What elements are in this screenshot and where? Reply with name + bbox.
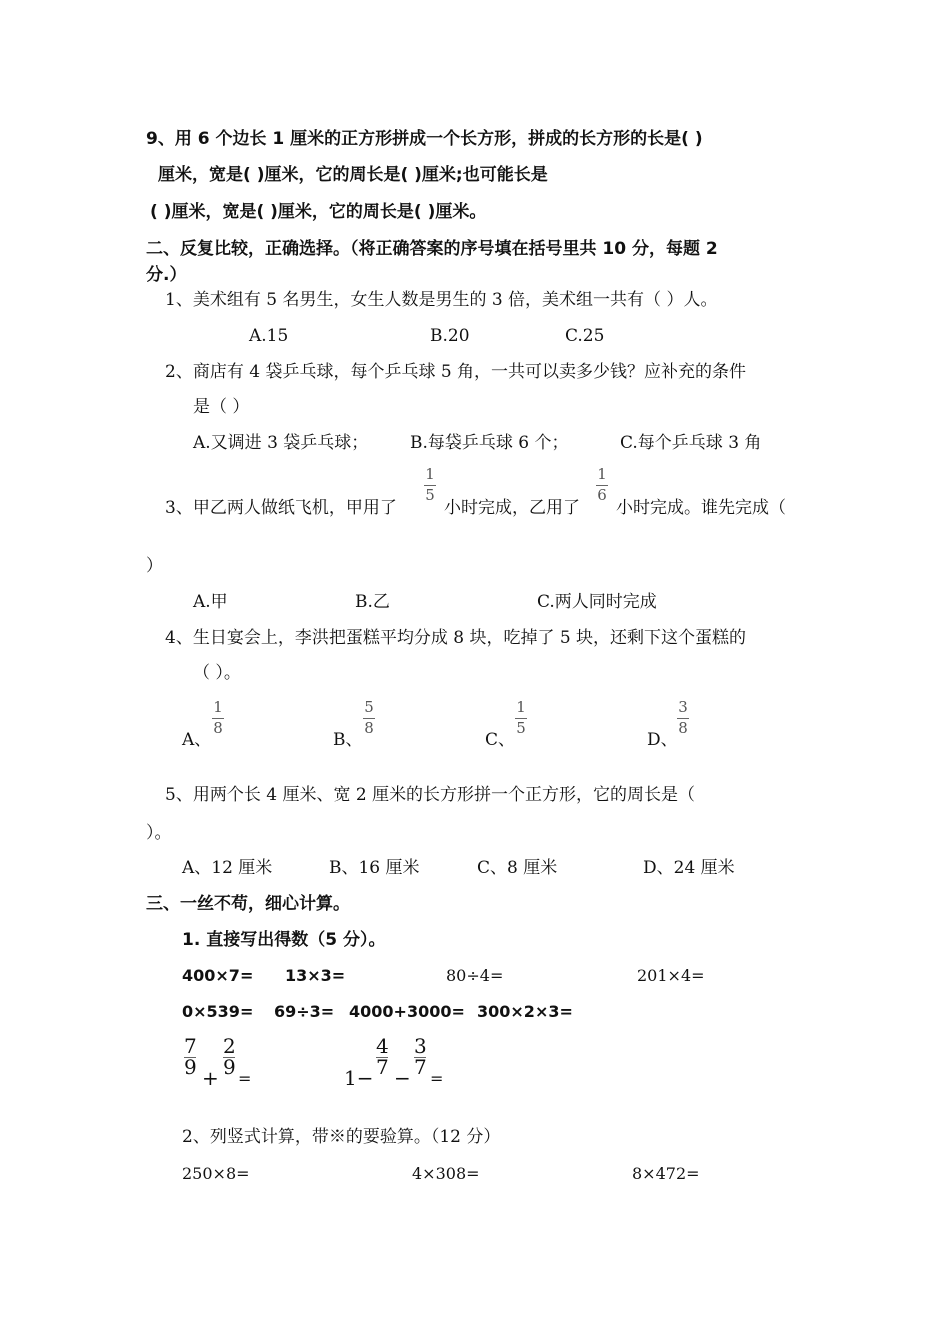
s2-q3-part1: 3、甲乙两人做纸飞机，甲用了 [165, 498, 397, 518]
s2-q4-option-c-label: C、 [485, 730, 516, 750]
s2-q5-option-d: D、24 厘米 [643, 858, 735, 878]
s2-q3-option-c: C.两人同时完成 [537, 592, 657, 612]
s2-q3-line2: ） [146, 556, 163, 576]
section3-title: 三、一丝不苟，细心计算。 [146, 894, 350, 914]
q9-line3: ( )厘米，宽是( )厘米，它的周长是( )厘米。 [150, 202, 487, 222]
expr1-fraction-1 [183, 1034, 198, 1079]
expr2-fraction-1 [375, 1034, 390, 1079]
calc-row3-item1: 250×8= [182, 1164, 250, 1183]
fraction-numerator: 1 [425, 465, 435, 483]
s2-q5-line1: 5、用两个长 4 厘米、宽 2 厘米的长方形拼一个正方形，它的周长是（ [165, 785, 696, 805]
s2-q4-option-a-fraction [212, 699, 224, 737]
fraction-numerator: 2 [223, 1034, 236, 1058]
expr1-operator: + [202, 1066, 219, 1090]
fraction-numerator: 5 [364, 698, 374, 716]
s2-q2-line2: 是（ ） [193, 397, 250, 417]
s2-q3-option-a: A.甲 [193, 592, 228, 612]
s2-q3-part2: 小时完成，乙用了 [444, 498, 580, 518]
section3-sub2: 2、列竖式计算，带※的要验算。（12 分） [182, 1127, 501, 1147]
s2-q1-option-a: A.15 [249, 326, 289, 346]
s2-q1-option-b: B.20 [430, 326, 470, 346]
calc-row1-item3: 80÷4= [446, 966, 504, 985]
s2-q1-option-c: C.25 [565, 326, 605, 346]
expr2-equals: = [430, 1069, 444, 1088]
fraction-denominator: 5 [516, 719, 526, 737]
s2-q4-option-a-label: A、 [182, 730, 212, 750]
calc-row1-item1: 400×7= [182, 966, 254, 985]
fraction-denominator: 7 [376, 1055, 389, 1079]
fraction-denominator: 8 [678, 719, 688, 737]
fraction-denominator: 9 [184, 1055, 197, 1079]
fraction-denominator: 5 [425, 486, 435, 504]
s2-q5-line2: ）。 [146, 823, 172, 843]
fraction-numerator: 4 [376, 1034, 389, 1058]
calc-row1-item4: 201×4= [637, 966, 705, 985]
section2-title-line1: 二、反复比较，正确选择。（将正确答案的序号填在括号里共 10 分，每题 2 [146, 239, 718, 259]
expr2-lead: 1− [344, 1066, 374, 1090]
s2-q2-option-c: C.每个乒乓球 3 角 [620, 433, 762, 453]
s2-q3-option-b: B.乙 [355, 592, 390, 612]
calc-row3-item3: 8×472= [632, 1164, 700, 1183]
s2-q3-part3: 小时完成。谁先完成（ [616, 498, 786, 518]
q9-line1: 9、用 6 个边长 1 厘米的正方形拼成一个长方形，拼成的长方形的长是( ) [146, 129, 703, 149]
s2-q2-option-b: B.每袋乒乓球 6 个； [410, 433, 569, 453]
fraction-denominator: 7 [414, 1055, 427, 1079]
calc-row2-item4: 300×2×3= [477, 1002, 573, 1021]
fraction-numerator: 1 [213, 698, 223, 716]
s2-q4-line2: （ ）。 [193, 663, 241, 683]
expr2-fraction-2 [413, 1034, 428, 1079]
s2-q4-option-b-label: B、 [333, 730, 363, 750]
fraction-numerator: 3 [414, 1034, 427, 1058]
fraction-numerator: 1 [597, 465, 607, 483]
expr1-fraction-2 [222, 1034, 237, 1079]
s2-q4-option-c-fraction [515, 699, 527, 737]
fraction-numerator: 1 [516, 698, 526, 716]
fraction-denominator: 6 [597, 486, 607, 504]
s2-q3-fraction-1 [424, 466, 436, 504]
s2-q5-option-b: B、16 厘米 [329, 858, 420, 878]
s2-q4-option-d-label: D、 [647, 730, 678, 750]
section2-title-line2: 分.） [146, 265, 187, 285]
calc-row1-item2: 13×3= [285, 966, 346, 985]
calc-row2-item3: 4000+3000= [349, 1002, 465, 1021]
fraction-denominator: 9 [223, 1055, 236, 1079]
fraction-numerator: 3 [678, 698, 688, 716]
s2-q4-option-d-fraction [677, 699, 689, 737]
expr1-equals: = [238, 1069, 252, 1088]
section3-sub1: 1. 直接写出得数（5 分）。 [182, 930, 386, 950]
s2-q2-option-a: A.又调进 3 袋乒乓球； [193, 433, 369, 453]
calc-row3-item2: 4×308= [412, 1164, 480, 1183]
calc-row2-item2: 69÷3= [274, 1002, 335, 1021]
fraction-denominator: 8 [364, 719, 374, 737]
s2-q2-line1: 2、商店有 4 袋乒乓球，每个乒乓球 5 角，一共可以卖多少钱？应补充的条件 [165, 362, 747, 382]
s2-q4-option-b-fraction [363, 699, 375, 737]
calc-row2-item1: 0×539= [182, 1002, 254, 1021]
s2-q1-text: 1、美术组有 5 名男生，女生人数是男生的 3 倍，美术组一共有（ ）人。 [165, 290, 718, 310]
s2-q4-line1: 4、生日宴会上，李洪把蛋糕平均分成 8 块，吃掉了 5 块，还剩下这个蛋糕的 [165, 628, 747, 648]
s2-q3-fraction-2 [596, 466, 608, 504]
s2-q5-option-a: A、12 厘米 [182, 858, 273, 878]
s2-q5-option-c: C、8 厘米 [477, 858, 558, 878]
fraction-denominator: 8 [213, 719, 223, 737]
q9-line2: 厘米，宽是( )厘米，它的周长是( )厘米;也可能长是 [158, 165, 548, 185]
expr2-operator: − [394, 1066, 411, 1090]
fraction-numerator: 7 [184, 1034, 197, 1058]
